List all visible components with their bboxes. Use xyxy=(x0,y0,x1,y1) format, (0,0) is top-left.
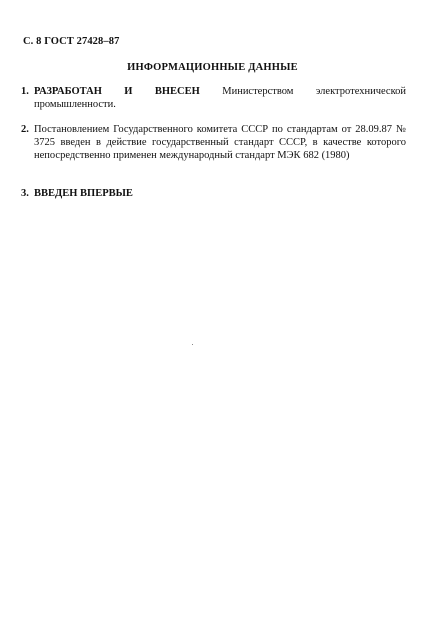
item-number: 3. xyxy=(21,188,29,199)
section-title: ИНФОРМАЦИОННЫЕ ДАННЫЕ xyxy=(127,62,298,73)
item-body xyxy=(34,123,406,162)
item-lead: РАЗРАБОТАН И ВНЕСЕН xyxy=(34,86,200,97)
info-item-2 xyxy=(21,123,406,162)
info-item-1 xyxy=(21,85,406,111)
item-number: 2. xyxy=(21,124,29,135)
page-header: С. 8 ГОСТ 27428–87 xyxy=(23,36,120,47)
item-text: Министерством электротехнической промышленности. xyxy=(34,86,407,110)
item-text: Постановлением Государственного комитета СССР по стандартам от 28.09.87 № 3725 введен в действие государственный стандарт СССР, в качестве которого непосредственно применен международный стандарт МЭК 682 (1980) xyxy=(34,124,406,161)
item-body xyxy=(34,187,406,200)
info-item-3 xyxy=(21,187,406,200)
item-body xyxy=(34,85,406,111)
item-number: 1. xyxy=(21,86,29,97)
scan-speck xyxy=(192,344,193,345)
item-lead: ВВЕДЕН ВПЕРВЫЕ xyxy=(34,188,133,199)
